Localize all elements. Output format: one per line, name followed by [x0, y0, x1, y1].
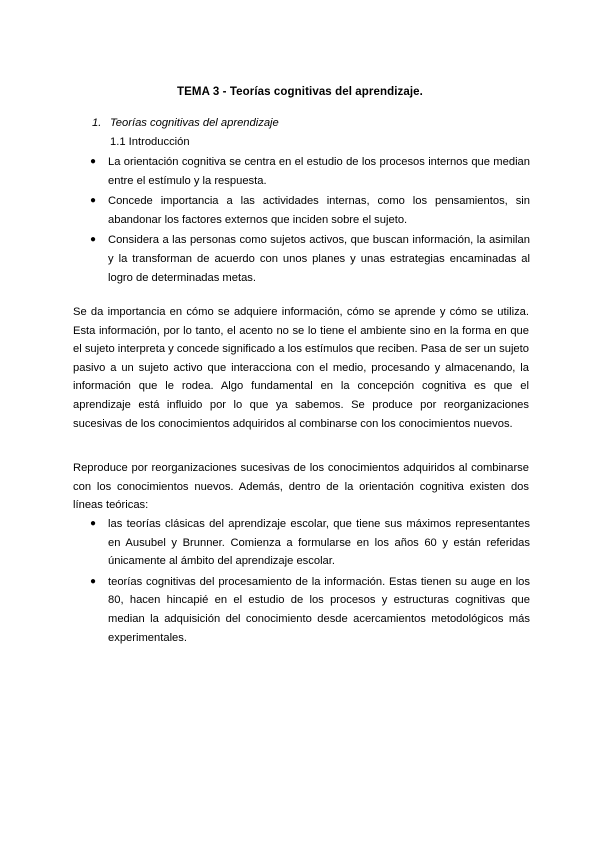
list-item-text: las teorías clásicas del aprendizaje escolar, que tiene sus máximos representantes en Ausubel y Brunner. Comienza a formularse en los años 60 y están referidas únicamente al ámbito del aprendizaje escolar.: [108, 518, 530, 568]
list-item: [90, 573, 530, 647]
list-item-text: Considera a las personas como sujetos activos, que buscan información, la asimilan y la transforman de acuerdo con unos planes y unas estrategias encaminadas al logro de determinadas metas.: [108, 234, 530, 284]
theory-lines-list: [90, 515, 530, 649]
list-item: [90, 231, 530, 287]
paragraph-intro: Se da importancia en cómo se adquiere información, cómo se aprende y cómo se utiliza. Esta información, por lo tanto, el acento no se lo tiene el ambiente sino en la forma en que el sujeto interpreta y concede significado a los estímulos que reciben. Pasa de ser un sujeto pasivo a un sujeto activo que interacciona con el medio, procesando y almacenando, la información que le rodea. Algo fundamental en la concepción cognitiva es que el aprendizaje está influido por lo que ya sabemos. Se produce por reorganizaciones sucesivas de los conocimientos adquiridos al combinarse con los conocimientos nuevos.: [73, 306, 529, 430]
bullet-icon: ●: [90, 518, 97, 529]
bullet-icon: ●: [90, 234, 97, 246]
bullet-icon: ●: [90, 156, 97, 167]
list-item-text: Concede importancia a las actividades internas, como los pensamientos, sin abandonar los factores externos que inciden sobre el sujeto.: [108, 195, 530, 226]
section-number: 1.: [92, 117, 102, 129]
bullet-icon: ●: [90, 195, 97, 207]
section-title: Teorías cognitivas del aprendizaje: [110, 117, 279, 129]
bullet-icon: ●: [90, 575, 97, 587]
list-item: [90, 192, 530, 229]
section-heading: [92, 117, 279, 129]
subsection-heading: 1.1 Introducción: [110, 136, 190, 148]
list-item-text: La orientación cognitiva se centra en el estudio de los procesos internos que median entre el estímulo y la respuesta.: [108, 156, 530, 187]
page-title: TEMA 3 - Teorías cognitivas del aprendizaje.: [177, 86, 423, 98]
paragraph-lines: Reproduce por reorganizaciones sucesivas de los conocimientos adquiridos al combinarse con los conocimientos nuevos. Además, dentro de la orientación cognitiva existen dos líneas teóricas:: [73, 462, 529, 512]
list-item-text: teorías cognitivas del procesamiento de la información. Estas tienen su auge en los 80, hacen hincapié en el estudio de los procesos y estructuras cognitivas que median la adquisición del conocimiento desde acercamientos metodológicos más experimentales.: [108, 575, 530, 644]
intro-bullet-list: [90, 153, 530, 289]
list-item: [90, 515, 530, 571]
list-item: [90, 153, 530, 190]
